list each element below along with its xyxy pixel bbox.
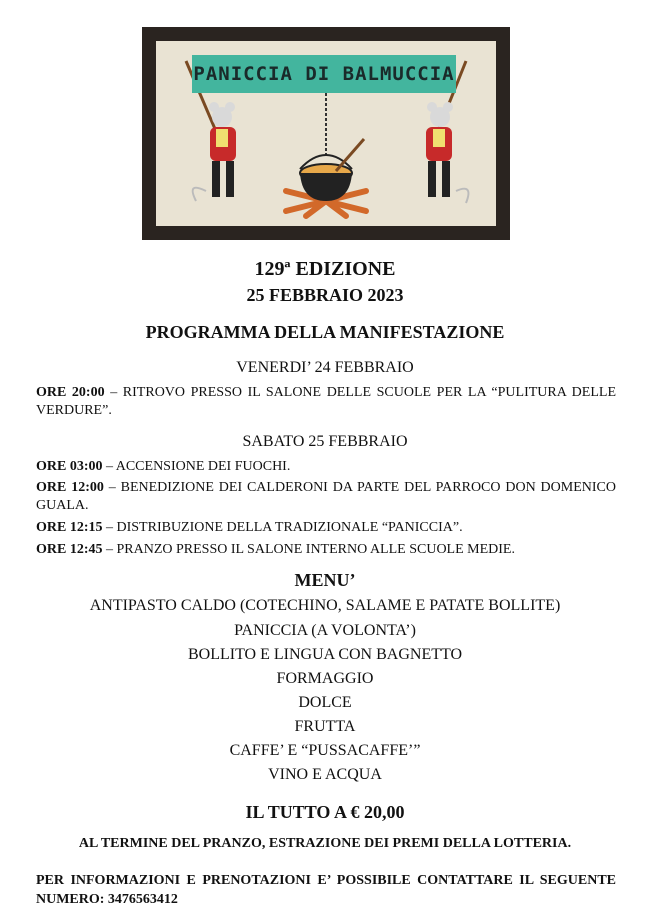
schedule-time: ORE 20:00 [36,385,105,400]
menu-item: BOLLITO E LINGUA CON BAGNETTO [187,646,463,663]
schedule-time: ORE 12:15 [36,520,103,535]
schedule-text: – DISTRIBUZIONE DELLA TRADIZIONALE “PANICCIA”. [102,520,463,535]
schedule-text: – ACCENSIONE DEI FUOCHI. [102,459,291,474]
event-sign-image [142,27,510,240]
menu-item: ANTIPASTO CALDO (COTECHINO, SALAME E PATATE BOLLITE) [89,597,561,614]
menu-item: CAFFE’ E “PUSSACAFFE’” [229,742,421,759]
schedule-item [36,519,616,537]
contact-info: PER INFORMAZIONI E PRENOTAZIONI E’ POSSIBILE CONTATTARE IL SEGUENTE NUMERO: 3476563412 [36,873,616,907]
menu-item: PANICCIA (A VOLONTA’) [234,622,416,639]
schedule-item [36,458,616,476]
schedule-item [36,479,616,515]
schedule-text: – PRANZO PRESSO IL SALONE INTERNO ALLE SCUOLE MEDIE. [102,542,515,557]
schedule-item [36,541,616,559]
price-line: IL TUTTO A € 20,00 [245,802,405,822]
lottery-line: AL TERMINE DEL PRANZO, ESTRAZIONE DEI PREMI DELLA LOTTERIA. [78,836,572,851]
day-title-friday: VENERDI’ 24 FEBBRAIO [236,359,414,376]
day-title-saturday: SABATO 25 FEBBRAIO [242,433,408,450]
schedule-text: – BENEDIZIONE DEI CALDERONI DA PARTE DEL PARROCO DON DOMENICO GUALA. [36,480,617,513]
schedule-text: – RITROVO PRESSO IL SALONE DELLE SCUOLE PER LA “PULITURA DELLE VERDURE”. [36,385,617,418]
menu-item: FORMAGGIO [276,670,374,687]
edition-number: 129ª EDIZIONE [254,258,396,280]
menu-item: FRUTTA [294,718,356,735]
sign-banner: PANICCIA DI BALMUCCIA [192,55,456,93]
menu-item: DOLCE [298,694,352,711]
menu-title: MENU’ [294,570,356,590]
event-date: 25 FEBBRAIO 2023 [246,285,404,305]
sign-board [156,41,496,226]
menu-item: VINO E ACQUA [268,766,382,783]
schedule-item [36,384,616,420]
schedule-time: ORE 12:45 [36,542,103,557]
schedule-time: ORE 03:00 [36,459,103,474]
schedule-time: ORE 12:00 [36,480,104,495]
program-title: PROGRAMMA DELLA MANIFESTAZIONE [145,322,505,342]
